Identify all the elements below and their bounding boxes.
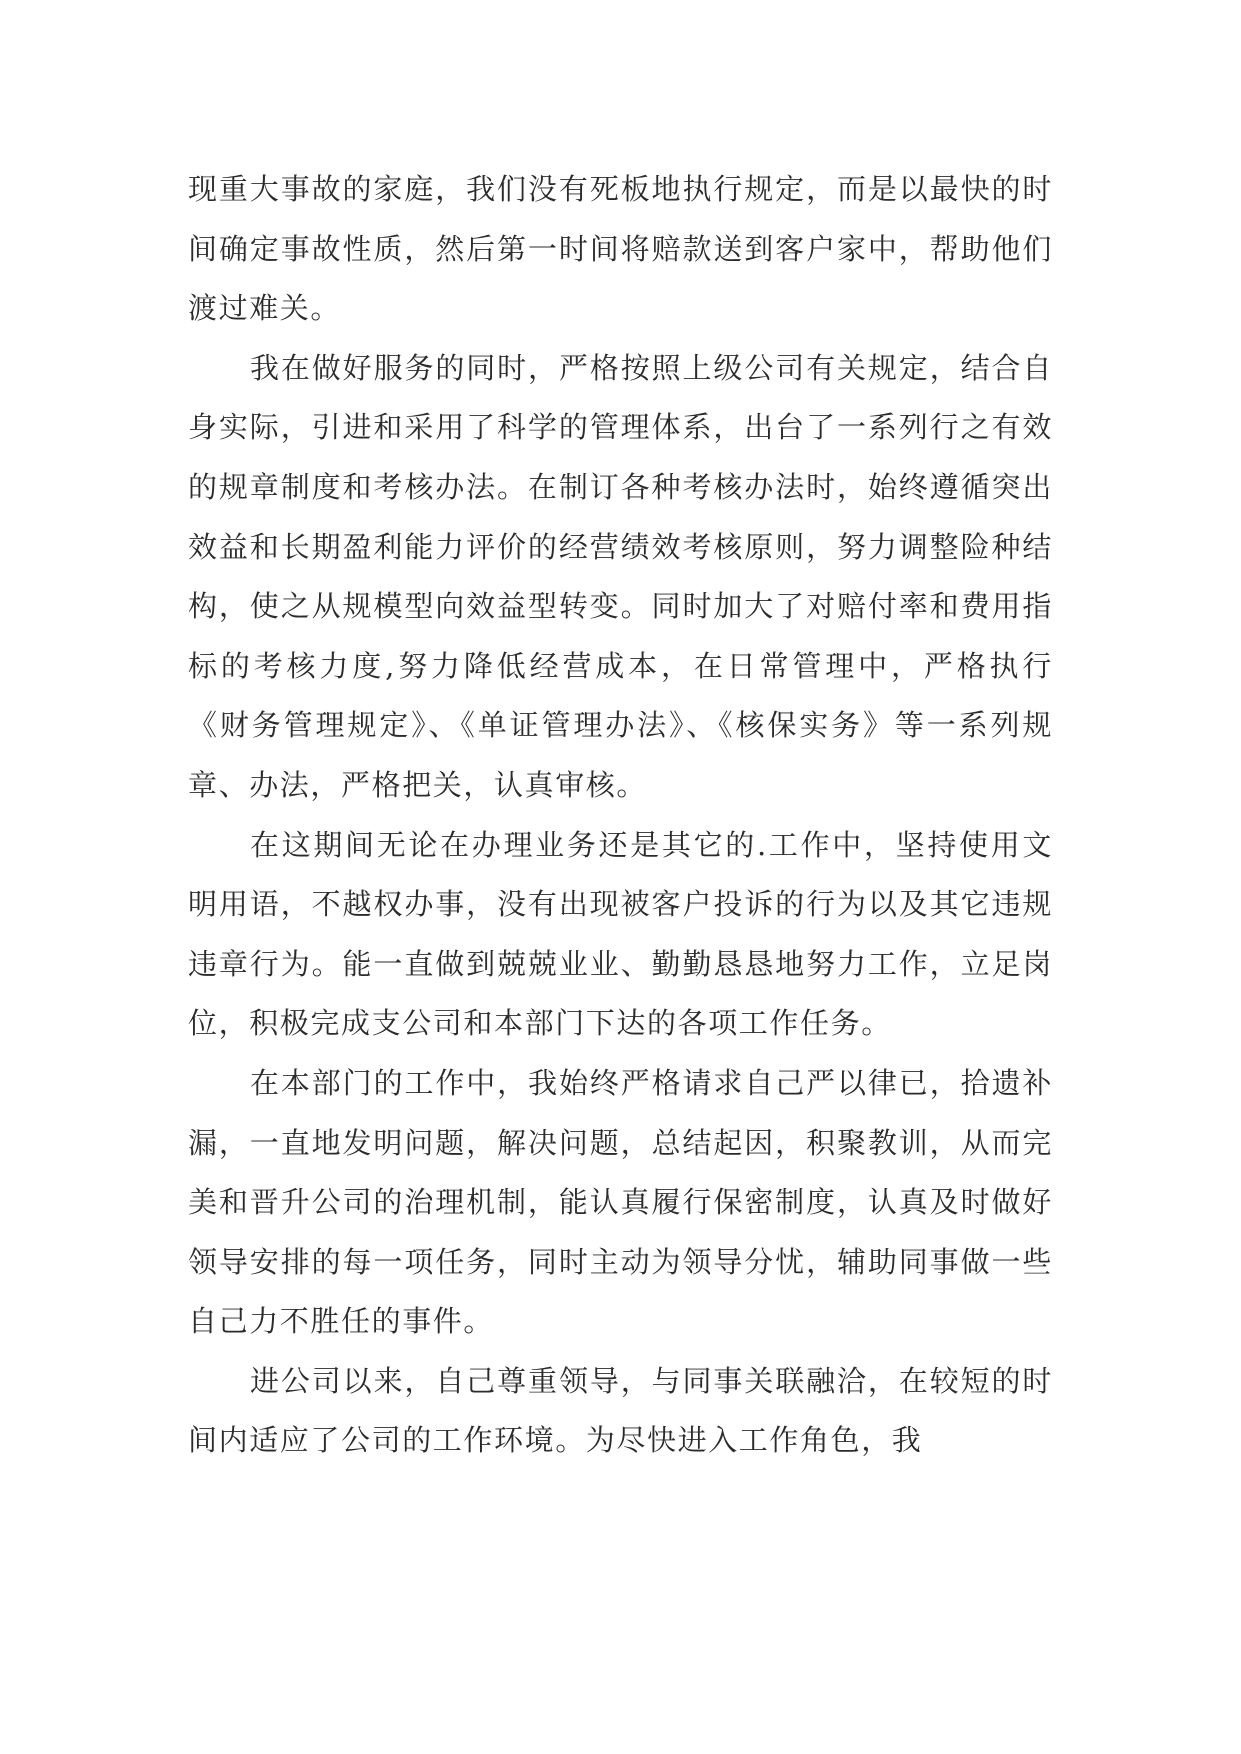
paragraph-2: 我在做好服务的同时，严格按照上级公司有关规定，结合自身实际，引进和采用了科学的管理体系，出台了一系列行之有效的规章制度和考核办法。在制订各种考核办法时，始终遵循突出效益和长期盈利能力评价的经营绩效考核原则，努力调整险种结构，使之从规模型向效益型转变。同时加大了对赔付率和费用指标的考核力度,努力降低经营成本，在日常管理中，严格执行《财务管理规定》、《单证管理办法》、《核保实务》等一系列规章、办法，严格把关，认真审核。 xyxy=(188,350,1053,802)
paragraph-5: 进公司以来，自己尊重领导，与同事关联融洽，在较短的时间内适应了公司的工作环境。为尽快进入工作角色，我 xyxy=(188,1363,1053,1458)
paragraph-3: 在这期间无论在办理业务还是其它的.工作中，坚持使用文明用语，不越权办事，没有出现被客户投诉的行为以及其它违规违章行为。能一直做到兢兢业业、勤勤恳恳地努力工作，立足岗位，积极完成支公司和本部门下达的各项工作任务。 xyxy=(188,827,1053,1041)
paragraph-1: 现重大事故的家庭，我们没有死板地执行规定，而是以最快的时间确定事故性质，然后第一时间将赔款送到客户家中，帮助他们渡过难关。 xyxy=(188,172,1053,326)
document-body xyxy=(188,160,1053,1471)
paragraph-4: 在本部门的工作中，我始终严格请求自己严以律已，拾遗补漏，一直地发明问题，解决问题，总结起因，积聚教训，从而完美和晋升公司的治理机制，能认真履行保密制度，认真及时做好领导安排的每一项任务，同时主动为领导分忧，辅助同事做一些自己力不胜任的事件。 xyxy=(188,1065,1053,1339)
